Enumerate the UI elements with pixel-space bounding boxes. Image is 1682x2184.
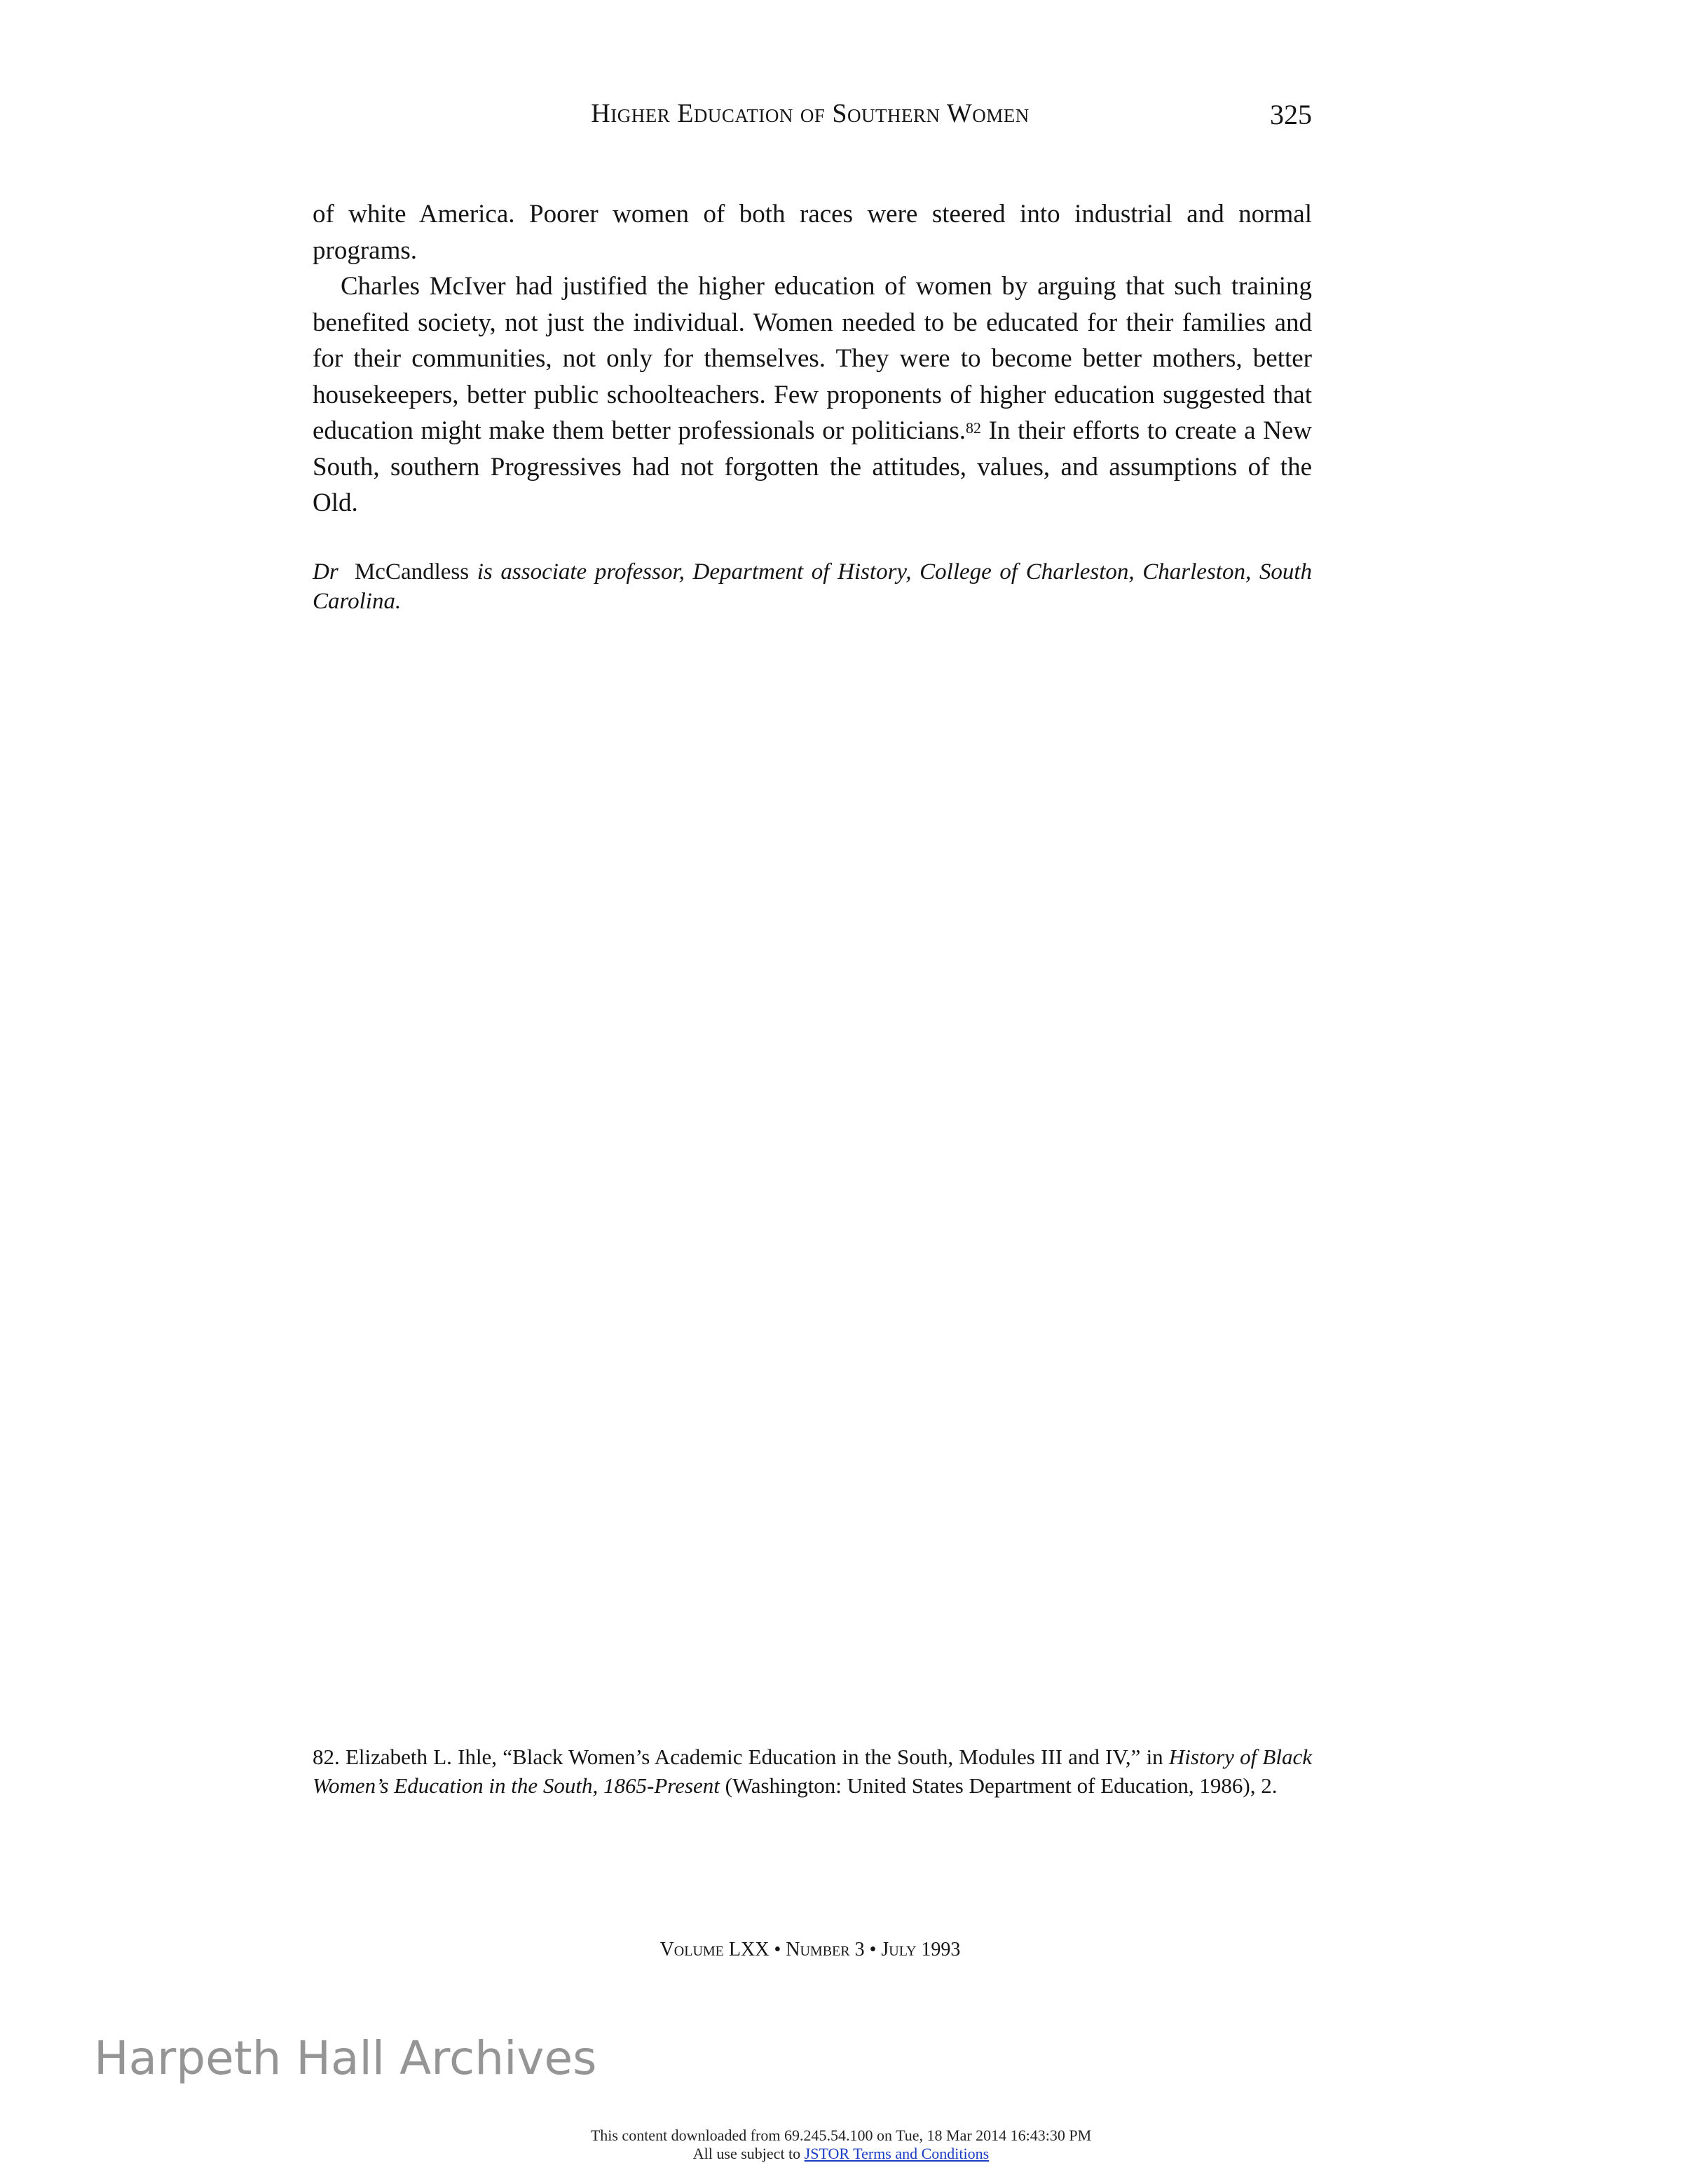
running-title: Higher Education of Southern Women	[591, 99, 1030, 128]
terms-link[interactable]: JSTOR Terms and Conditions	[804, 2145, 990, 2162]
issue-line: Volume LXX • Number 3 • July 1993	[659, 1939, 961, 1960]
footnote-citation: Elizabeth L. Ihle, “Black Women’s Academic Education in the South, Modules III and IV,” in	[339, 1745, 1169, 1769]
terms-line	[0, 2145, 1682, 2163]
paragraph-2	[313, 268, 1312, 521]
terms-prefix: All use subject to	[692, 2145, 805, 2162]
download-info: This content downloaded from 69.245.54.100 on Tue, 18 Mar 2014 16:43:30 PM	[590, 2127, 1092, 2144]
footnote-reference-82[interactable]: 82	[966, 419, 982, 437]
running-header	[308, 98, 1312, 135]
author-affiliation: is associate professor, Department of History, College of Charleston, Charleston, South Carolina.	[313, 559, 1312, 614]
author-title-prefix: Dr	[313, 559, 339, 585]
author-note	[313, 557, 1312, 616]
body-text	[313, 196, 1312, 521]
paragraph-2-text: Charles McIver had justified the higher education of women by arguing that such training benefited society, not just the individual. Women needed to be educated for their families and for their communities, not only for themselves. They were to become better mothers, better housekeepers, better public schoolteachers. Few proponents of higher education suggested that education might make them better professionals or politicians.	[313, 272, 1312, 445]
footnote-number: 82.	[313, 1745, 340, 1769]
download-notice	[0, 2127, 1682, 2163]
paragraph-2-text-continued: In their efforts to create a New South, southern Progressives had not forgotten the attitudes, values, and assumptions of the Old.	[313, 416, 1312, 517]
footnote-book-title: History of Black Women’s Education in the South, 1865-Present	[313, 1745, 1312, 1798]
paragraph-1: of white America. Poorer women of both races were steered into industrial and normal programs.	[313, 200, 1312, 265]
archive-watermark: Harpeth Hall Archives	[94, 2031, 597, 2085]
footnote-82	[313, 1742, 1312, 1800]
page-number: 325	[1270, 99, 1312, 130]
footnote-publication: (Washington: United States Department of Education, 1986), 2.	[719, 1773, 1278, 1798]
author-name: McCandless	[354, 559, 470, 585]
